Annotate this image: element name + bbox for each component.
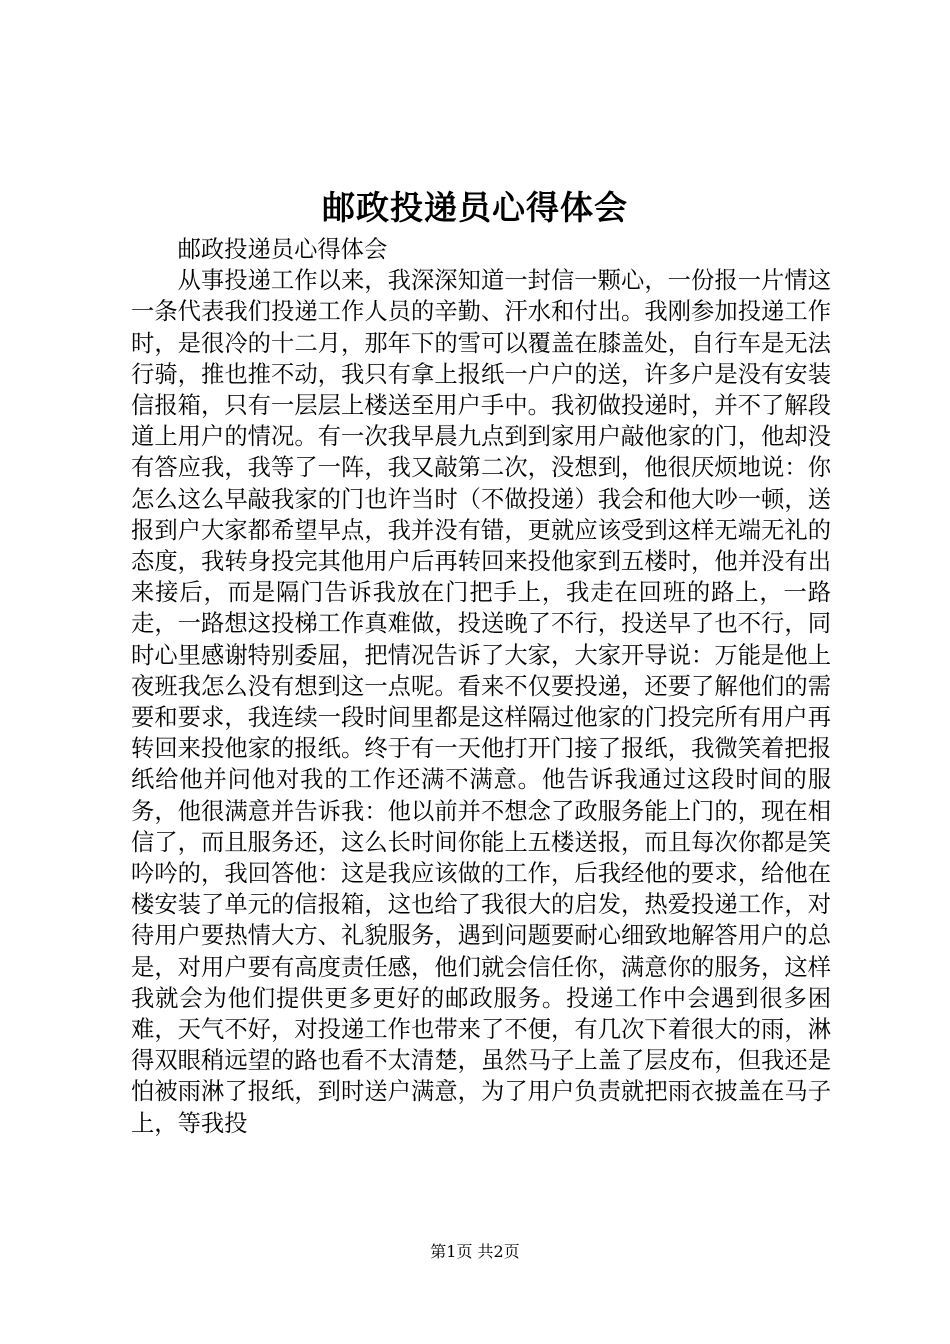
document-title: 邮政投递员心得体会 [322, 188, 628, 227]
document-body [131, 234, 831, 1139]
document-subtitle: 邮政投递员心得体会 [177, 236, 388, 263]
body-paragraph: 从事投递工作以来，我深深知道一封信一颗心，一份报一片情这一条代表我们投递工作人员的辛勤、汗水和付出。我刚参加投递工作时，是很冷的十二月，那年下的雪可以覆盖在膝盖处，自行车是无法行骑，推也推不动，我只有拿上报纸一户户的送，许多户是没有安装信报箱，只有一层层上楼送至用户手中。我初做投递时，并不了解段道上用户的情况。有一次我早晨九点到到家用户敲他家的门，他却没有答应我，我等了一阵，我又敲第二次，没想到，他很厌烦地说：你怎么这么早敲我家的门也许当时（不做投递）我会和他大吵一顿，送报到户大家都希望早点，我并没有错，更就应该受到这样无端无礼的态度，我转身投完其他用户后再转回来投他家到五楼时，他并没有出来接后，而是隔门告诉我放在门把手上，我走在回班的路上，一路走，一路想这投梯工作真难做，投送晚了不行，投送早了也不行，同时心里感谢特别委屈，把情况告诉了大家，大家开导说：万能是他上夜班我怎么没有想到这一点呢。看来不仅要投递，还要了解他们的需要和要求，我连续一段时间里都是这样隔过他家的门投完所有用户再转回来投他家的报纸。终于有一天他打开门接了报纸，我微笑着把报纸给他并问他对我的工作还满不满意。他告诉我通过这段时间的服务，他很满意并告诉我：他以前并不想念了政服务能上门的，现在相信了，而且服务还，这么长时间你能上五楼送报，而且每次你都是笑吟吟的，我回答他：这是我应该做的工作，后我经他的要求，给他在楼安装了单元的信报箱，这也给了我很大的启发，热爱投递工作，对待用户要热情大方、礼貌服务，遇到问题要耐心细致地解答用户的总是，对用户要有高度责任感，他们就会信任你，满意你的服务，这样我就会为他们提供更多更好的邮政服务。投递工作中会遇到很多困难，天气不好，对投递工作也带来了不便，有几次下着很大的雨，淋得双眼稍远望的路也看不太清楚，虽然马子上盖了层皮布，但我还是怕被雨淋了报纸，到时送户满意，为了用户负责就把雨衣披盖在马子上，等我投 [131, 267, 831, 1137]
page-number-footer: 第1页 共2页 [430, 1242, 520, 1261]
